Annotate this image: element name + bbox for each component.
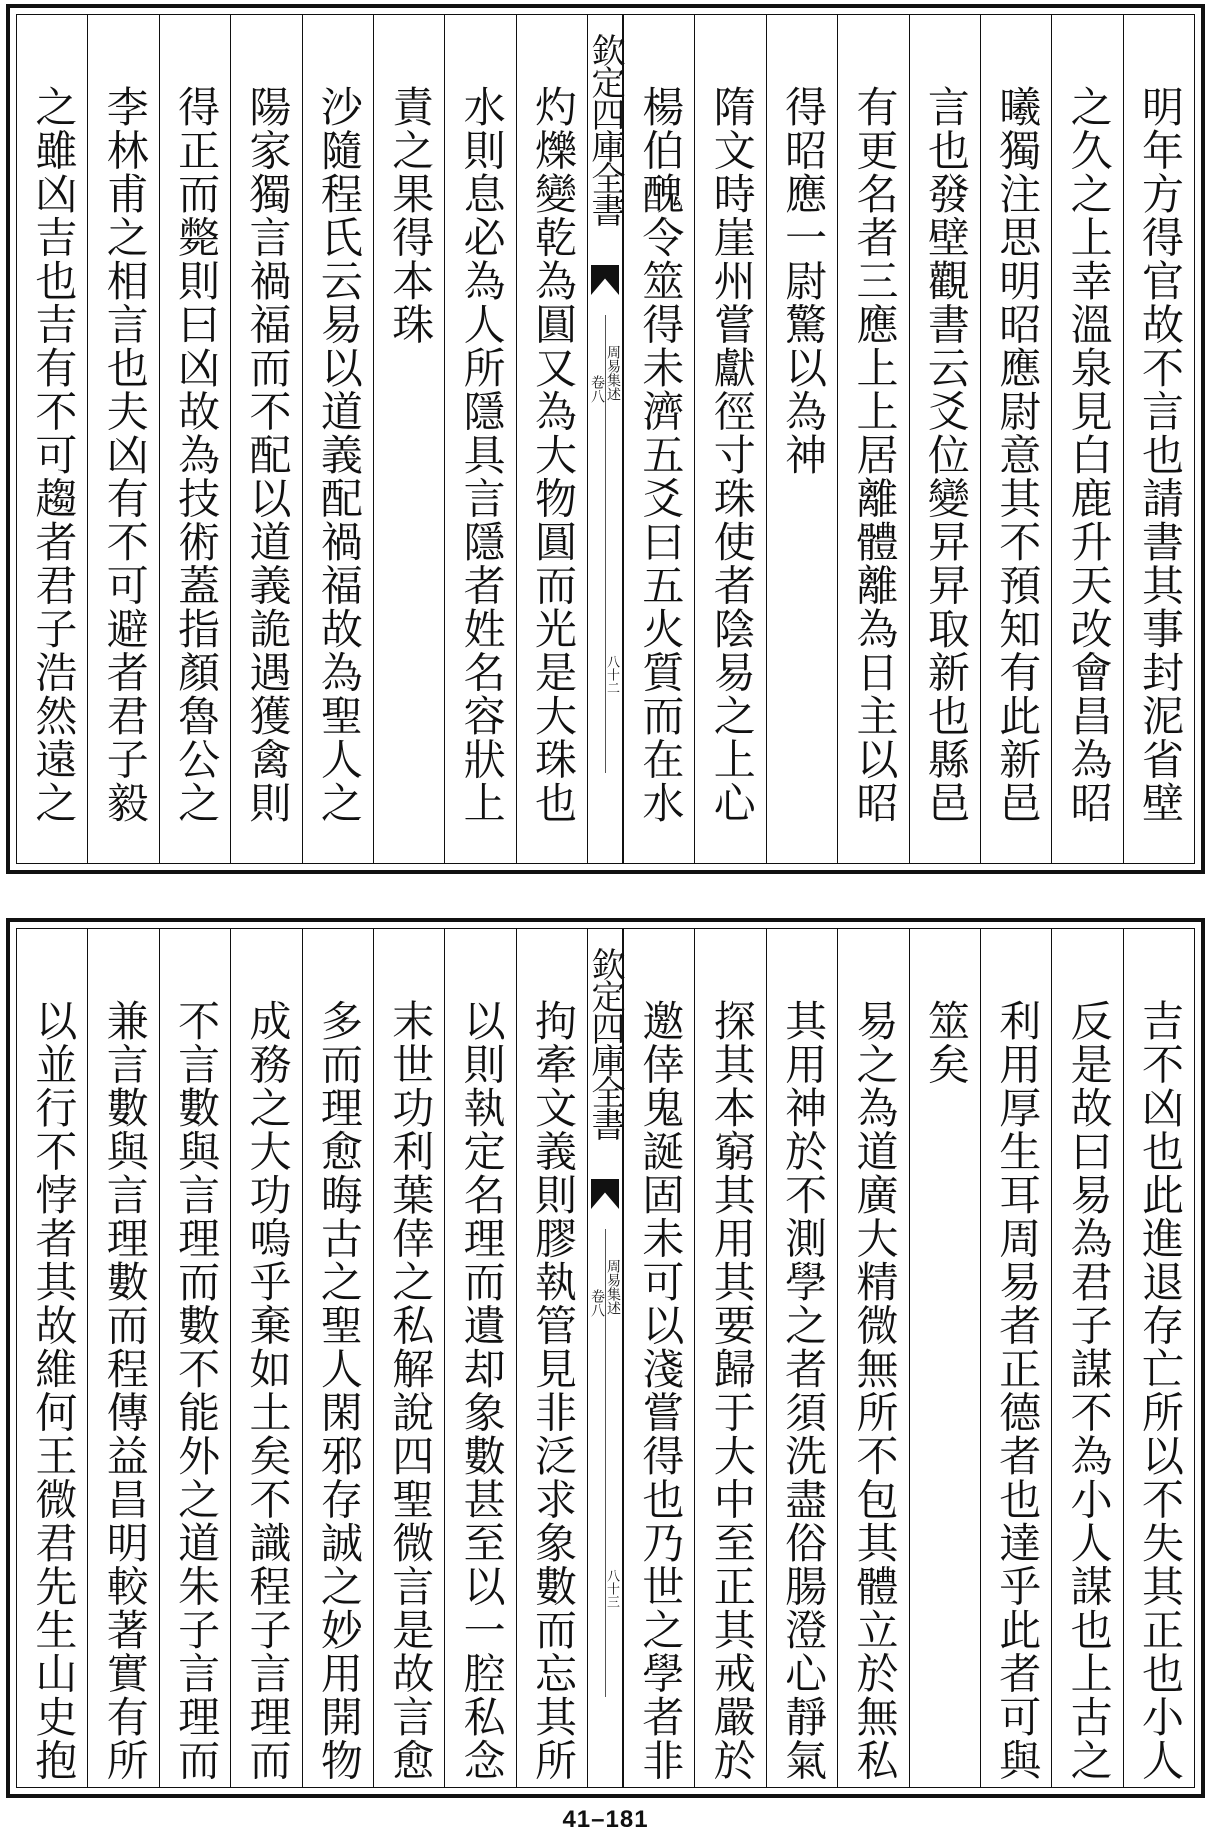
text-column: 拘牽文義則膠執管見非泛求象數而忘其所 — [516, 929, 587, 1787]
top-page-frame — [16, 14, 1195, 864]
text-column: 以則執定名理而遺却象數甚至以一腔私念 — [444, 929, 515, 1787]
text-column: 李林甫之相言也夫凶有不可避者君子毅 — [87, 15, 158, 863]
text-column: 探其本窮其用其要歸于大中至正其戒嚴於 — [694, 929, 765, 1787]
text-column: 曦獨注思明昭應尉意其不預知有此新邑 — [980, 15, 1051, 863]
bottom-page-frame — [16, 928, 1195, 1788]
text-column: 陽家獨言禍福而不配以道義詭遇獲禽則 — [230, 15, 301, 863]
text-column: 沙隨程氏云易以道義配禍福故為聖人之 — [302, 15, 373, 863]
text-column: 兼言數與言理數而程傳益昌明較著實有所 — [87, 929, 158, 1787]
page-number: 八十二 — [604, 655, 619, 694]
text-column: 水則息必為人所隱具言隱者姓名容狀上 — [444, 15, 515, 863]
text-column: 楊伯醜令筮得未濟五爻曰五火質而在水 — [623, 15, 694, 863]
text-column: 不言數與言理而數不能外之道朱子言理而 — [159, 929, 230, 1787]
text-column: 灼爍變乾為圓又為大物圓而光是大珠也 — [516, 15, 587, 863]
juan-label: 卷八 — [589, 375, 605, 403]
text-column: 末世功利葉倖之私解說四聖微言是故言愈 — [373, 929, 444, 1787]
text-column: 之雖凶吉也吉有不可趨者君子浩然遠之 — [29, 85, 79, 825]
text-column: 責之果得本珠 — [373, 15, 444, 863]
text-column: 成務之大功嗚乎棄如土矣不識程子言理而 — [230, 929, 301, 1787]
bottom-page — [6, 918, 1205, 1798]
text-column: 反是故曰易為君子謀不為小人謀也上古之 — [1051, 929, 1122, 1787]
fishtail-mark-icon — [591, 265, 619, 295]
text-column: 明年方得官故不言也請書其事封泥省壁 — [1123, 15, 1194, 863]
text-column: 隋文時崖州嘗獻徑寸珠使者陰易之上心 — [694, 15, 765, 863]
book-title: 欽定四庫全書 — [585, 947, 625, 1139]
text-column: 以並行不悖者其故維何王微君先生山史抱 — [29, 999, 79, 1782]
text-column: 得正而斃則曰凶故為技術蓋指顏魯公之 — [159, 15, 230, 863]
page-number: 八十三 — [604, 1569, 619, 1608]
center-fold-margin — [587, 15, 623, 863]
juan-label: 卷八 — [589, 1289, 605, 1317]
text-column: 之久之上幸溫泉見白鹿升天改會昌為昭 — [1051, 15, 1122, 863]
work-title: 周易集述 — [605, 345, 621, 401]
text-column: 多而理愈晦古之聖人閑邪存誠之妙用開物 — [302, 929, 373, 1787]
scan-page-label: 41–181 — [562, 1806, 649, 1833]
text-column: 吉不凶也此進退存亡所以不失其正也小人 — [1123, 929, 1194, 1787]
text-column: 言也發壁觀書云爻位變㫒㫒取新也縣邑 — [909, 15, 980, 863]
book-title: 欽定四庫全書 — [585, 33, 625, 225]
text-column: 有更名者三應上上居離體離為日主以昭 — [837, 15, 908, 863]
text-column: 筮矣 — [909, 929, 980, 1787]
top-page — [6, 4, 1205, 874]
text-column: 其用神於不測學之者須洗盡俗腸澄心靜氣 — [766, 929, 837, 1787]
text-column: 利用厚生耳周易者正德者也達乎此者可與 — [980, 929, 1051, 1787]
center-fold-margin — [587, 929, 623, 1787]
text-column: 邀倖鬼誕固未可以淺嘗得也乃世之學者非 — [623, 929, 694, 1787]
fishtail-mark-icon — [591, 1179, 619, 1209]
text-column: 易之為道廣大精微無所不包其體立於無私 — [837, 929, 908, 1787]
work-title: 周易集述 — [605, 1259, 621, 1315]
text-column: 得昭應一尉驚以為神 — [766, 15, 837, 863]
